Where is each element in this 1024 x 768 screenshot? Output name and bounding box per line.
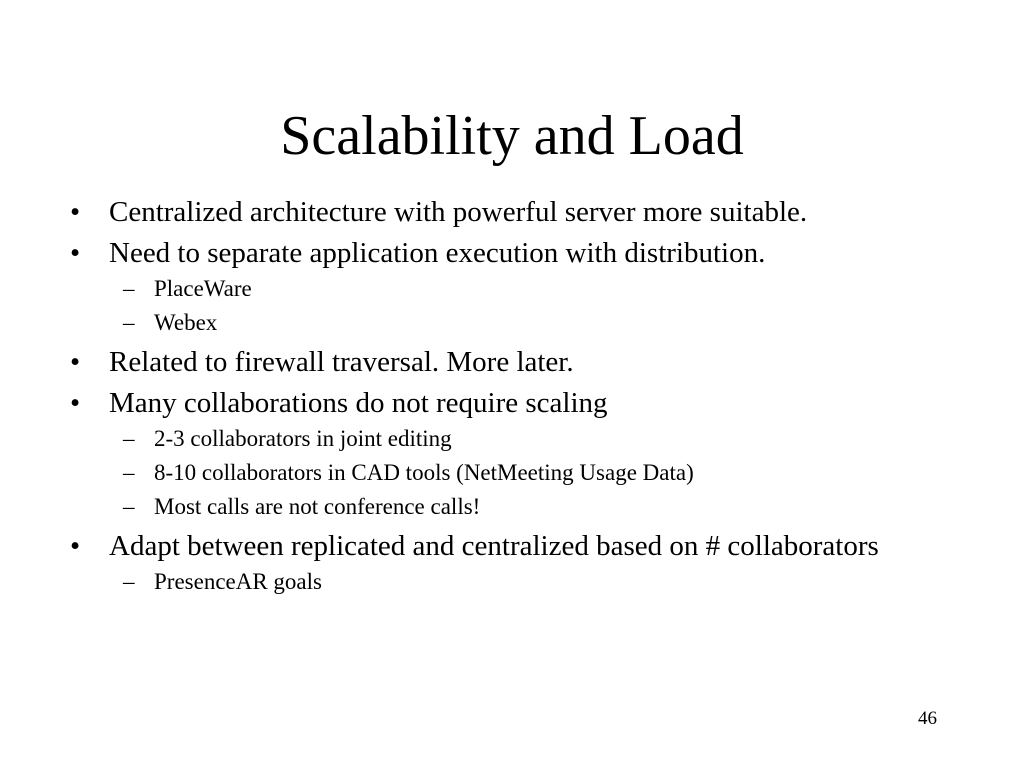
bullet-item [70, 237, 970, 338]
bullet-marker: • [70, 237, 81, 269]
sub-bullet-text: PlaceWare [154, 276, 252, 301]
bullet-text: Many collaborations do not require scaling [109, 387, 608, 419]
sub-bullet-list [109, 567, 970, 597]
bullet-marker: • [70, 196, 81, 228]
sub-bullet-marker: – [123, 426, 135, 451]
bullet-marker: • [70, 346, 81, 378]
sub-bullet-list [109, 424, 970, 522]
bullet-item [70, 387, 970, 522]
sub-bullet-marker: – [123, 276, 135, 301]
sub-bullet-list [109, 274, 970, 338]
sub-bullet-text: PresenceAR goals [154, 569, 322, 594]
sub-bullet-item [109, 492, 970, 522]
bullet-item [70, 346, 970, 379]
sub-bullet-text: Webex [154, 310, 218, 335]
sub-bullet-marker: – [123, 494, 135, 519]
sub-bullet-item [109, 274, 970, 304]
sub-bullet-text: Most calls are not conference calls! [154, 494, 481, 519]
bullet-marker: • [70, 530, 81, 562]
bullet-marker: • [70, 387, 81, 419]
bullet-list [70, 196, 970, 597]
sub-bullet-text: 8-10 collaborators in CAD tools (NetMeeting Usage Data) [154, 460, 694, 485]
sub-bullet-item [109, 567, 970, 597]
sub-bullet-marker: – [123, 569, 135, 594]
bullet-text: Need to separate application execution with distribution. [109, 237, 766, 269]
bullet-item [70, 196, 970, 229]
sub-bullet-item [109, 458, 970, 488]
page-number: 46 [918, 708, 937, 729]
slide-title: Scalability and Load [280, 105, 744, 167]
sub-bullet-marker: – [123, 310, 135, 335]
sub-bullet-item [109, 424, 970, 454]
bullet-text: Related to firewall traversal. More later. [109, 346, 574, 378]
sub-bullet-marker: – [123, 460, 135, 485]
bullet-text: Adapt between replicated and centralized based on # collaborators [109, 530, 879, 562]
bullet-text: Centralized architecture with powerful server more suitable. [109, 196, 808, 228]
sub-bullet-text: 2-3 collaborators in joint editing [154, 426, 452, 451]
sub-bullet-item [109, 308, 970, 338]
bullet-item [70, 530, 970, 597]
